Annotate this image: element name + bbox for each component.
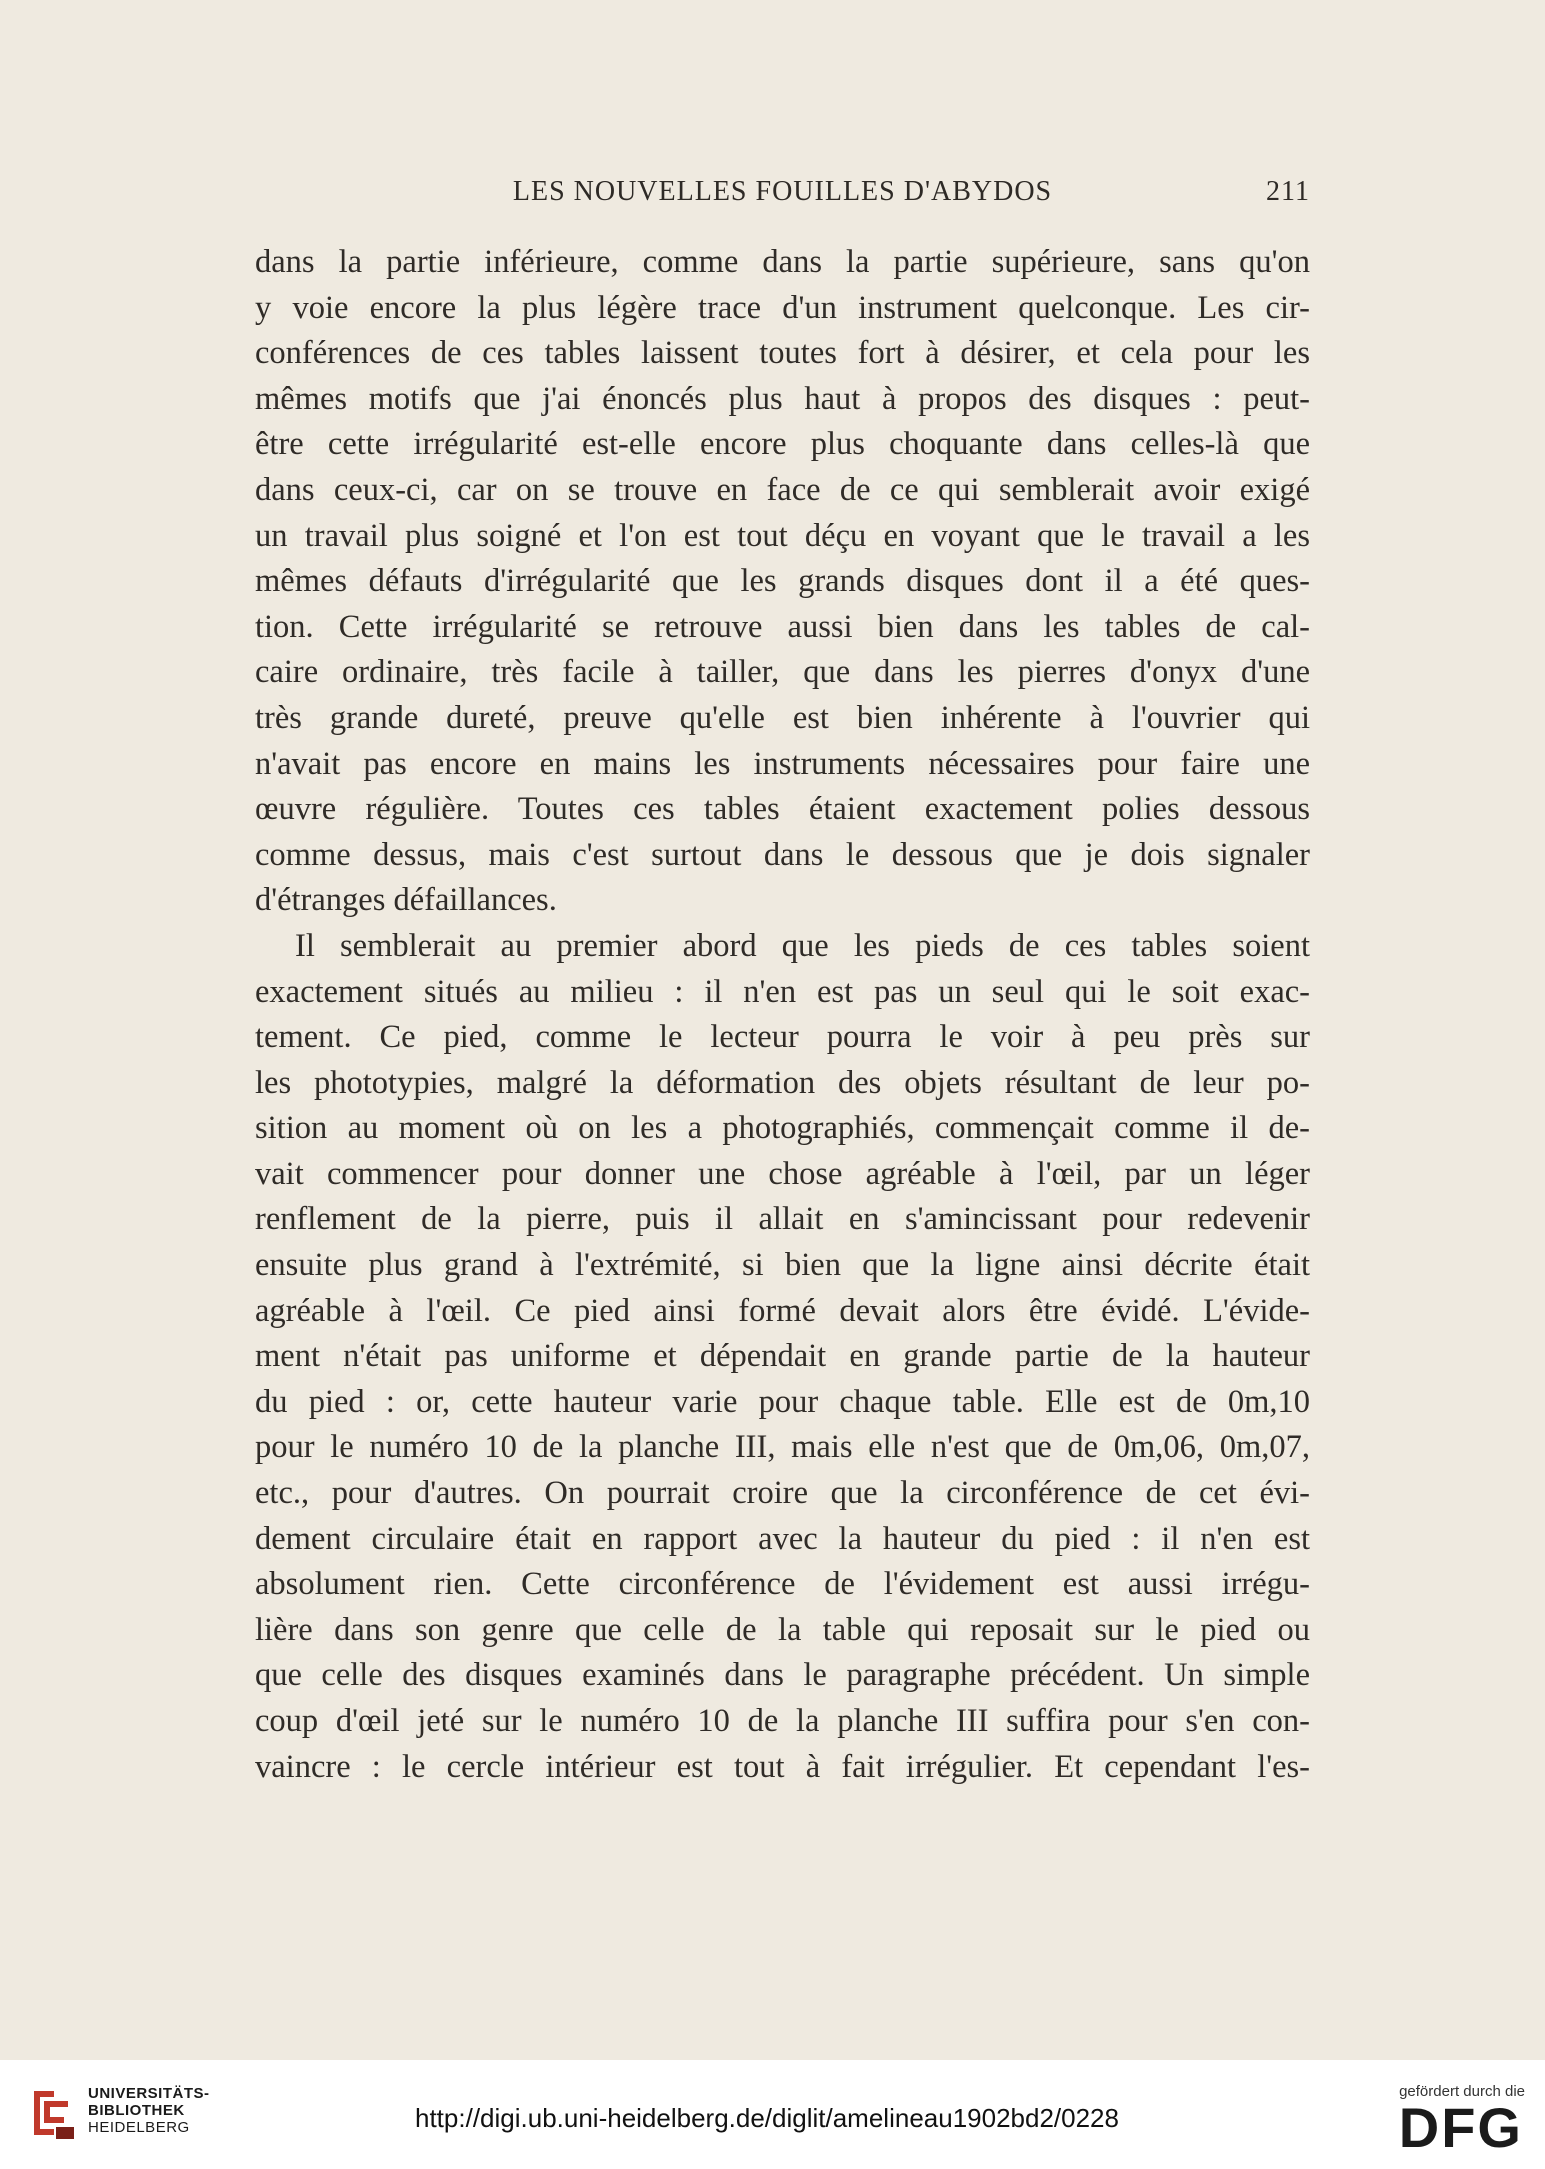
text-line: sition au moment où on les a photographiés, commençait comme il de-: [255, 1110, 1310, 1147]
text-line: vaincre : le cercle intérieur est tout à fait irrégulier. Et cependant l'es-: [255, 1748, 1310, 1785]
running-header: [255, 176, 1310, 216]
text-line: pour le numéro 10 de la planche III, mais elle n'est que de 0m,06, 0m,07,: [255, 1429, 1310, 1466]
text-line: dans ceux-ci, car on se trouve en face de ce qui semblerait avoir exigé: [255, 471, 1310, 508]
sponsor-label: gefördert durch die: [1399, 2083, 1525, 2100]
dfg-logo: DFG: [1398, 2096, 1523, 2159]
text-line: absolument rien. Cette circonférence de l'évidement est aussi irrégu-: [255, 1566, 1310, 1603]
text-line: Il semblerait au premier abord que les pieds de ces tables soient: [295, 927, 1310, 964]
source-url-link[interactable]: http://digi.ub.uni-heidelberg.de/diglit/amelineau1902bd2/0228: [415, 2103, 1119, 2133]
text-line: être cette irrégularité est-elle encore plus choquante dans celles-là que: [255, 426, 1310, 463]
page-number: 211: [1266, 176, 1310, 207]
library-name-line1: UNIVERSITÄTS-: [88, 2085, 210, 2102]
library-name: [88, 2085, 210, 2136]
text-line: renflement de la pierre, puis il allait en s'amincissant pour redevenir: [255, 1201, 1310, 1238]
text-line: ensuite plus grand à l'extrémité, si bien que la ligne ainsi décrite était: [255, 1247, 1310, 1284]
library-name-line2: BIBLIOTHEK: [88, 2102, 185, 2119]
running-title: LES NOUVELLES FOUILLES D'ABYDOS: [512, 176, 1053, 207]
text-line: mêmes défauts d'irrégularité que les grands disques dont il a été ques-: [255, 563, 1310, 600]
text-line: tion. Cette irrégularité se retrouve aussi bien dans les tables de cal-: [255, 608, 1310, 645]
text-line: d'étranges défaillances.: [255, 882, 557, 919]
text-line: y voie encore la plus légère trace d'un instrument quelconque. Les cir-: [255, 289, 1310, 326]
text-line: tement. Ce pied, comme le lecteur pourra le voir à peu près sur: [255, 1019, 1310, 1056]
library-name-line3: HEIDELBERG: [88, 2119, 190, 2136]
text-line: vait commencer pour donner une chose agréable à l'œil, par un léger: [255, 1155, 1310, 1192]
text-line: un travail plus soigné et l'on est tout déçu en voyant que le travail a les: [255, 517, 1310, 554]
text-line: œuvre régulière. Toutes ces tables étaient exactement polies dessous: [255, 791, 1310, 828]
text-line: dement circulaire était en rapport avec la hauteur du pied : il n'en est: [255, 1520, 1310, 1557]
body-text: [255, 240, 1310, 1790]
text-line: les phototypies, malgré la déformation des objets résultant de leur po-: [255, 1064, 1310, 1101]
text-line: mêmes motifs que j'ai énoncés plus haut à propos des disques : peut-: [255, 380, 1310, 417]
text-line: ment n'était pas uniforme et dépendait en grande partie de la hauteur: [255, 1338, 1310, 1375]
text-line: comme dessus, mais c'est surtout dans le dessous que je dois signaler: [255, 836, 1310, 873]
text-line: etc., pour d'autres. On pourrait croire que la circonférence de cet évi-: [255, 1475, 1310, 1512]
text-line: que celle des disques examinés dans le paragraphe précédent. Un simple: [255, 1657, 1310, 1694]
text-line: exactement situés au milieu : il n'en est pas un seul qui le soit exac-: [255, 973, 1310, 1010]
text-line: n'avait pas encore en mains les instruments nécessaires pour faire une: [255, 745, 1310, 782]
text-line: dans la partie inférieure, comme dans la partie supérieure, sans qu'on: [255, 244, 1310, 280]
text-line: très grande dureté, preuve qu'elle est bien inhérente à l'ouvrier qui: [255, 699, 1310, 736]
text-line: caire ordinaire, très facile à tailler, que dans les pierres d'onyx d'une: [255, 654, 1310, 691]
text-line: lière dans son genre que celle de la table qui reposait sur le pied ou: [255, 1611, 1310, 1648]
text-line: coup d'œil jeté sur le numéro 10 de la planche III suffira pour s'en con-: [255, 1703, 1310, 1739]
text-line: du pied : or, cette hauteur varie pour chaque table. Elle est de 0m,10: [255, 1383, 1310, 1420]
text-line: conférences de ces tables laissent toutes fort à désirer, et cela pour les: [255, 335, 1310, 372]
text-line: agréable à l'œil. Ce pied ainsi formé devait alors être évidé. L'évide-: [255, 1292, 1310, 1329]
library-logo-icon: [30, 2083, 78, 2143]
